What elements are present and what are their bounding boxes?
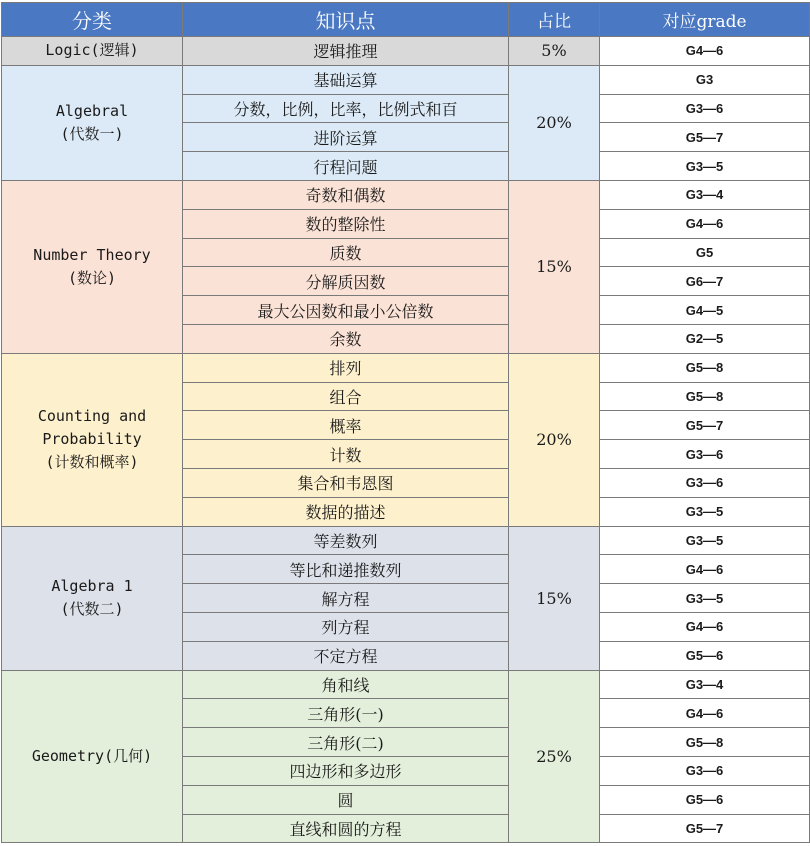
grade-cell: G3—4	[600, 180, 810, 209]
topic-cell: 概率	[183, 411, 509, 440]
category-cell: Number Theory (数论)	[2, 180, 183, 353]
curriculum-table	[1, 2, 810, 843]
topic-cell: 不定方程	[183, 641, 509, 670]
grade-cell: G3—6	[600, 756, 810, 785]
grade-cell: G4—6	[600, 37, 810, 66]
grade-cell: G3—6	[600, 440, 810, 469]
category-cell: Algebra 1 (代数二)	[2, 526, 183, 670]
percent-cell: 15%	[509, 180, 600, 353]
topic-cell: 行程问题	[183, 152, 509, 181]
topic-cell: 数据的描述	[183, 497, 509, 526]
topic-cell: 解方程	[183, 584, 509, 613]
topic-cell: 数的整除性	[183, 209, 509, 238]
topic-cell: 直线和圆的方程	[183, 814, 509, 843]
category-cell: Geometry(几何)	[2, 670, 183, 843]
grade-cell: G4—6	[600, 612, 810, 641]
category-cell: Logic(逻辑)	[2, 37, 183, 66]
topic-cell: 角和线	[183, 670, 509, 699]
topic-cell: 奇数和偶数	[183, 180, 509, 209]
topic-cell: 等差数列	[183, 526, 509, 555]
topic-cell: 最大公因数和最小公倍数	[183, 296, 509, 325]
grade-cell: G5	[600, 238, 810, 267]
grade-cell: G5—8	[600, 728, 810, 757]
percent-cell: 15%	[509, 526, 600, 670]
grade-cell: G3—4	[600, 670, 810, 699]
grade-cell: G5—7	[600, 814, 810, 843]
header-grade: 对应grade	[600, 3, 810, 37]
grade-cell: G4—6	[600, 555, 810, 584]
grade-cell: G4—5	[600, 296, 810, 325]
percent-cell: 5%	[509, 37, 600, 66]
topic-cell: 余数	[183, 324, 509, 353]
table-row	[2, 526, 810, 555]
grade-cell: G3—6	[600, 94, 810, 123]
topic-cell: 分数，比例，比率，比例式和百	[183, 94, 509, 123]
grade-cell: G6—7	[600, 267, 810, 296]
topic-cell: 质数	[183, 238, 509, 267]
percent-cell: 20%	[509, 353, 600, 526]
topic-cell: 圆	[183, 785, 509, 814]
percent-cell: 20%	[509, 65, 600, 180]
grade-cell: G3	[600, 65, 810, 94]
topic-cell: 列方程	[183, 612, 509, 641]
grade-cell: G5—7	[600, 411, 810, 440]
grade-cell: G5—6	[600, 641, 810, 670]
topic-cell: 三角形(二)	[183, 728, 509, 757]
grade-cell: G3—5	[600, 152, 810, 181]
grade-cell: G5—8	[600, 353, 810, 382]
grade-cell: G3—5	[600, 497, 810, 526]
topic-cell: 组合	[183, 382, 509, 411]
grade-cell: G3—5	[600, 584, 810, 613]
table-row	[2, 353, 810, 382]
topic-cell: 进阶运算	[183, 123, 509, 152]
grade-cell: G3—6	[600, 468, 810, 497]
header-topic: 知识点	[183, 3, 509, 37]
table-row	[2, 670, 810, 699]
grade-cell: G5—6	[600, 785, 810, 814]
table-row	[2, 180, 810, 209]
table-row	[2, 37, 810, 66]
header-percent: 占比	[509, 3, 600, 37]
category-cell: Algebral (代数一)	[2, 65, 183, 180]
topic-cell: 四边形和多边形	[183, 756, 509, 785]
topic-cell: 三角形(一)	[183, 699, 509, 728]
header-category: 分类	[2, 3, 183, 37]
grade-cell: G2—5	[600, 324, 810, 353]
grade-cell: G4—6	[600, 699, 810, 728]
topic-cell: 分解质因数	[183, 267, 509, 296]
grade-cell: G5—7	[600, 123, 810, 152]
table-row	[2, 65, 810, 94]
topic-cell: 逻辑推理	[183, 37, 509, 66]
topic-cell: 基础运算	[183, 65, 509, 94]
topic-cell: 排列	[183, 353, 509, 382]
grade-cell: G5—8	[600, 382, 810, 411]
grade-cell: G3—5	[600, 526, 810, 555]
grade-cell: G4—6	[600, 209, 810, 238]
header-row	[2, 3, 810, 37]
percent-cell: 25%	[509, 670, 600, 843]
category-cell: Counting and Probability (计数和概率)	[2, 353, 183, 526]
topic-cell: 计数	[183, 440, 509, 469]
topic-cell: 等比和递推数列	[183, 555, 509, 584]
topic-cell: 集合和韦恩图	[183, 468, 509, 497]
